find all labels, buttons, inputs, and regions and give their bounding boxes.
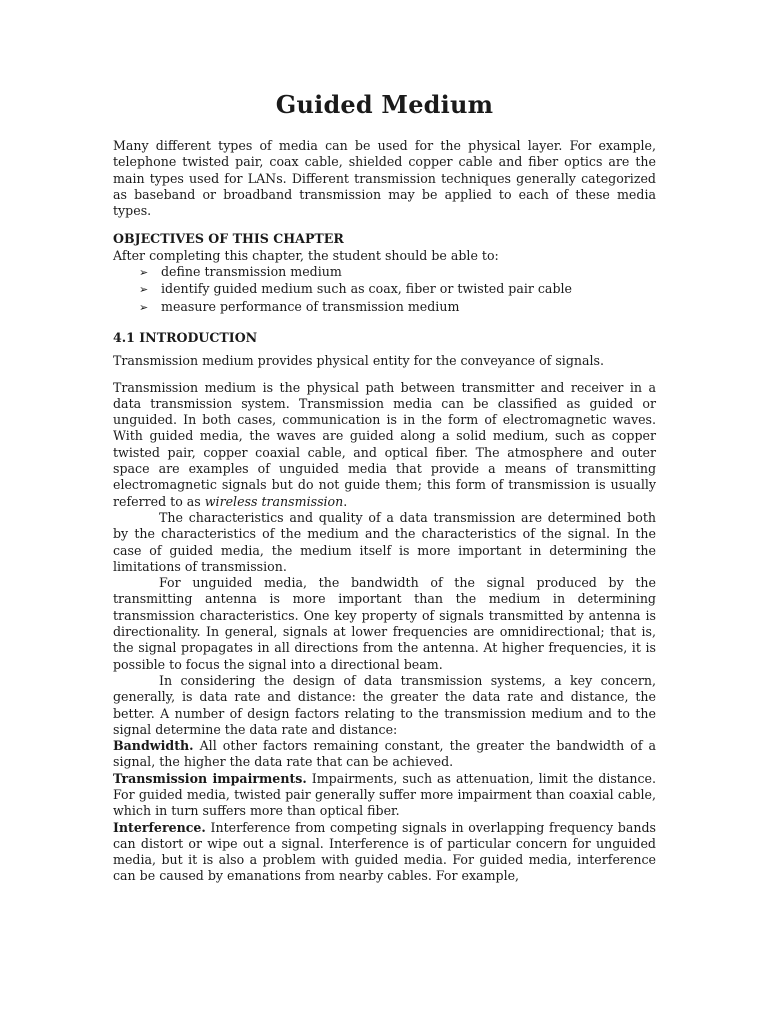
section-paragraph: Transmission medium provides physical entity for the conveyance of signals.	[113, 353, 605, 369]
definition-paragraph	[113, 771, 656, 820]
list-item	[139, 264, 656, 281]
section-heading: 4.1 INTRODUCTION	[113, 329, 258, 345]
definition-text: Impairments, such as attenuation, limit the distance. For guided media, twisted pair generally suffer more impairment than coaxial cable, which in turn suffers more than optical fiber.	[113, 770, 656, 819]
list-item-text: identify guided medium such as coax, fiber or twisted pair cable	[161, 281, 572, 297]
section-paragraph: In considering the design of data transmission systems, a key concern, generally, is data rate and distance: the greater the data rate and distance, the better. A number of design factors relating to the transmission medium and to the signal determine the data rate and distance:	[113, 672, 656, 737]
page-title: Guided Medium	[275, 90, 494, 119]
arrow-bullet-icon: ➢	[139, 300, 149, 314]
intro-paragraph: Many different types of media can be used for the physical layer. For example, telephone twisted pair, coax cable, shielded copper cable and fiber optics are the main types used for LANs. Different transmission techniques generally categorized as baseband or broadband transmission may be applied to each of these media types.	[113, 138, 656, 219]
arrow-bullet-icon: ➢	[139, 283, 149, 297]
objectives-lead: After completing this chapter, the student should be able to:	[113, 247, 499, 263]
list-item-text: define transmission medium	[161, 264, 342, 280]
paragraph-text: Transmission medium is the physical path between transmitter and receiver in a data transmission system. Transmission media can be classified as guided or unguided. In both cases, communication is in the form of electromagnetic waves. With guided media, the waves are guided along a solid medium, such as copper twisted pair, copper coaxial cable, and optical fiber. The atmosphere and outer space are examples of unguided media that provide a means of transmitting electromagnetic signals but do not guide them; this form of transmission is usually referred to as	[113, 379, 656, 509]
definition-term: Bandwidth.	[113, 738, 194, 754]
list-item-text: measure performance of transmission medium	[161, 298, 460, 314]
arrow-bullet-icon: ➢	[139, 266, 149, 280]
section-paragraph: For unguided media, the bandwidth of the signal produced by the transmitting antenna is more important than the medium in determining transmission characteristics. One key property of signals transmitted by antenna is directionality. In general, signals at lower frequencies are omnidirectional; that is, the signal propagates in all directions from the antenna. At higher frequencies, it is possible to focus the signal into a directional beam.	[113, 575, 656, 672]
paragraph-text: .	[343, 493, 348, 509]
section-paragraph	[113, 380, 656, 510]
definition-term: Transmission impairments.	[113, 770, 307, 786]
objectives-heading: OBJECTIVES OF THIS CHAPTER	[113, 231, 344, 247]
list-item	[139, 281, 656, 298]
definition-text: All other factors remaining constant, the greater the bandwidth of a signal, the higher the data rate that can be achieved.	[113, 738, 656, 770]
section-paragraph: The characteristics and quality of a data transmission are determined both by the characteristics of the medium and the characteristics of the signal. In the case of guided media, the medium itself is more important in determining the limitations of transmission.	[113, 509, 656, 574]
definition-paragraph	[113, 820, 656, 885]
definition-paragraph	[113, 738, 656, 771]
emphasized-term: wireless transmission	[204, 493, 344, 509]
definition-term: Interference.	[113, 819, 206, 835]
list-item	[139, 299, 656, 316]
objectives-list	[113, 264, 656, 316]
definition-text: Interference from competing signals in overlapping frequency bands can distort or wipe out a signal. Interference is of particular concern for unguided media, but it is also a problem with guided media. For guided media, interference can be caused by emanations from nearby cables. For example,	[113, 819, 656, 884]
